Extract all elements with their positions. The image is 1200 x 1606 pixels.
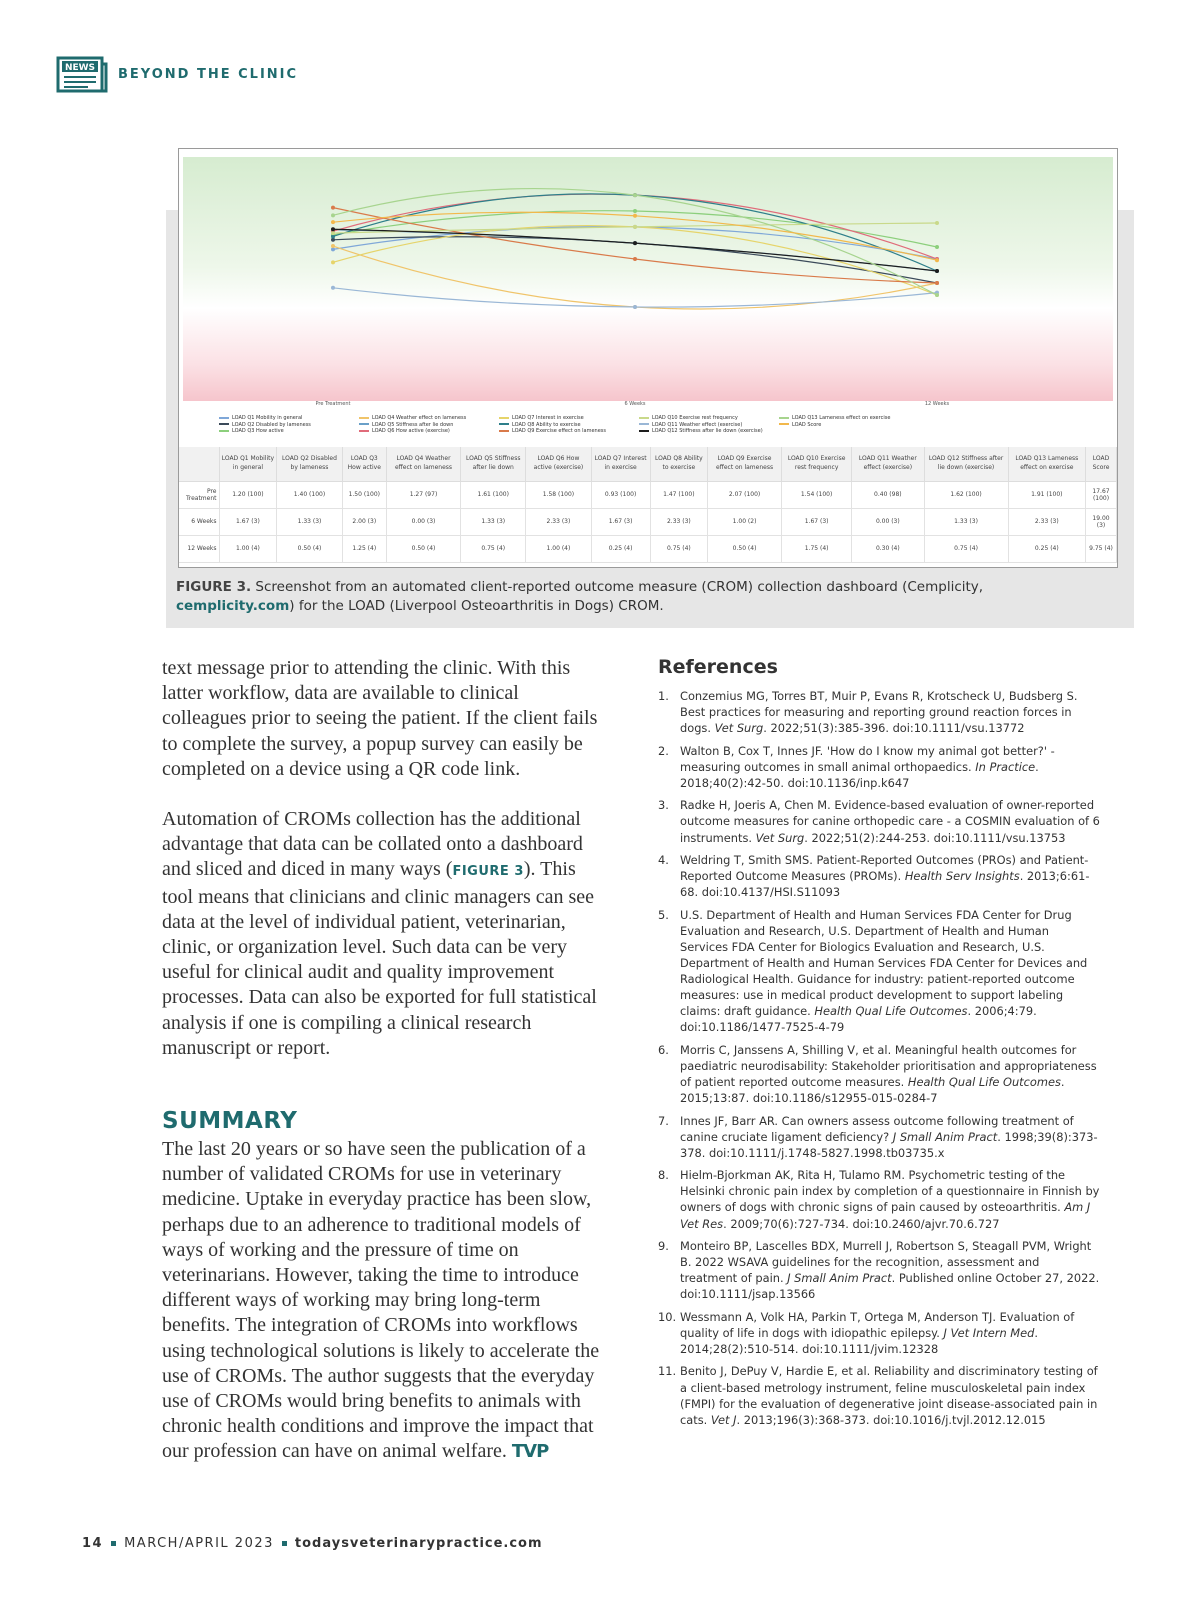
series-point[interactable]: [331, 220, 335, 224]
table-cell: 1.50 (100): [342, 481, 386, 508]
reference-citation: . 2022;51(3):385-396. doi:10.1111/vsu.13772: [763, 721, 1025, 736]
series-point[interactable]: [331, 244, 335, 248]
table-column-header: LOAD Q10 Exercise rest frequency: [782, 447, 852, 481]
section-masthead: [56, 54, 298, 94]
references-list: [658, 688, 1100, 1434]
caption-text-start: Screenshot from an automated client-reported outcome measure (CROM) collection dashboard (Cemplicity,: [251, 579, 984, 595]
caption-text-end: ) for the LOAD (Liverpool Osteoarthritis in Dogs) CROM.: [289, 598, 664, 614]
table-column-header: LOAD Q5 Stiffness after lie down: [461, 447, 526, 481]
table-cell: 19.00 (3): [1086, 508, 1117, 535]
table-column-header: LOAD Q13 Lameness effect on exercise: [1008, 447, 1085, 481]
table-cell: 1.75 (4): [782, 535, 852, 562]
legend-swatch-icon: [499, 423, 509, 425]
reference-text: Conzemius MG, Torres BT, Muir P, Evans R, Krotscheck U, Budsberg S. Best practices for measuring and reporting ground reaction forces in dogs.: [680, 689, 1078, 736]
table-column-header: LOAD Score: [1086, 447, 1117, 481]
table-cell: 1.33 (3): [924, 508, 1008, 535]
reference-item: [658, 1238, 1100, 1302]
reference-journal: Vet J: [710, 1412, 737, 1427]
reference-number: 11.: [658, 1364, 677, 1379]
table-cell: 1.61 (100): [461, 481, 526, 508]
reference-text: Radke H, Joeris A, Chen M. Evidence-based evaluation of owner-reported outcome measures for canine orthopedic care - a COSMIN evaluation of 6 instruments.: [680, 798, 1100, 845]
series-point[interactable]: [331, 213, 335, 217]
legend-label: LOAD Q4 Weather effect on lameness: [372, 415, 467, 421]
reference-citation: . 2022;51(2):244-253. doi:10.1111/vsu.13753: [804, 830, 1066, 845]
legend-swatch-icon: [639, 417, 649, 419]
reference-journal: Am J Vet Res: [680, 1200, 1091, 1231]
legend-item[interactable]: [219, 415, 302, 421]
table-column-header: LOAD Q7 Interest in exercise: [591, 447, 650, 481]
reference-number: 2.: [658, 743, 669, 758]
reference-journal: Vet Surg: [755, 830, 805, 845]
reference-number: 9.: [658, 1239, 669, 1254]
legend-label: LOAD Q2 Disabled by lameness: [232, 421, 311, 428]
series-point[interactable]: [935, 245, 939, 249]
series-point[interactable]: [331, 260, 335, 264]
legend-swatch-icon: [779, 417, 789, 419]
table-column-header: LOAD Q6 How active (exercise): [526, 447, 591, 481]
reference-text: Walton B, Cox T, Innes JF. 'How do I know my animal got better?' - measuring outcomes in small animal orthopaedics.: [680, 743, 1055, 774]
reference-citation: . 2014;28(2):510-514. doi:10.1111/jvim.12328: [680, 1325, 1038, 1356]
table-cell: 1.54 (100): [782, 481, 852, 508]
reference-text: Weldring T, Smith SMS. Patient-Reported Outcomes (PROs) and Patient-Reported Outcome Measures (PROMs).: [680, 853, 1089, 884]
reference-citation: . 2006;4:79. doi:10.1186/1477-7525-4-79: [680, 1004, 1037, 1035]
table-cell: 17.67 (100): [1086, 481, 1117, 508]
reference-item: [658, 688, 1100, 736]
table-cell: 2.00 (3): [342, 508, 386, 535]
legend-swatch-icon: [359, 430, 369, 432]
body-paragraph-2: [162, 807, 602, 1061]
reference-item: [658, 852, 1100, 900]
legend-swatch-icon: [219, 423, 229, 425]
legend-swatch-icon: [499, 417, 509, 419]
reference-item: [658, 1113, 1100, 1161]
reference-journal: J Small Anim Pract: [892, 1129, 998, 1144]
legend-label: LOAD Q10 Exercise rest frequency: [652, 415, 738, 421]
legend-item[interactable]: [359, 428, 450, 434]
table-cell: 1.25 (4): [342, 535, 386, 562]
series-point[interactable]: [331, 227, 335, 231]
tvp-end-mark: TVP: [511, 1441, 549, 1463]
table-column-header: LOAD Q4 Weather effect on lameness: [386, 447, 460, 481]
table-cell: 1.00 (2): [708, 508, 782, 535]
series-point[interactable]: [633, 241, 637, 245]
reference-text: Innes JF, Barr AR. Can owners assess outcome following treatment of canine cruciate ligament deficiency?: [680, 1113, 1074, 1144]
table-column-header: LOAD Q11 Weather effect (exercise): [852, 447, 924, 481]
legend-swatch-icon: [219, 430, 229, 432]
reference-number: 5.: [658, 907, 669, 922]
reference-citation: . 2013;196(3):368-373. doi:10.1016/j.tvjl.2012.12.015: [736, 1412, 1046, 1427]
table-column-header: LOAD Q8 Ability to exercise: [650, 447, 707, 481]
table-column-header: [179, 447, 219, 481]
table-cell: 1.67 (3): [591, 508, 650, 535]
legend-label: LOAD Q1 Mobility in general: [232, 415, 303, 421]
reference-journal: J Vet Intern Med: [943, 1325, 1035, 1340]
reference-item: [658, 1167, 1100, 1231]
table-cell: 0.40 (98): [852, 481, 924, 508]
reference-text: Morris C, Janssens A, Shilling V, et al. Meaningful health outcomes for paediatric neurodisability: Stakeholder prioritisation and appropriateness of patient reported outcome measures.: [680, 1042, 1097, 1090]
reference-citation: . 2013;6:61-68. doi:10.4137/HSI.S11093: [680, 869, 1090, 900]
legend-label: LOAD Q12 Stiffness after lie down (exercise): [652, 428, 763, 434]
legend-swatch-icon: [359, 417, 369, 419]
legend-item[interactable]: [499, 415, 584, 421]
table-row-header: Pre Treatment: [179, 481, 219, 508]
reference-number: 10.: [658, 1309, 677, 1324]
footer-separator-icon: [282, 1541, 287, 1546]
legend-item[interactable]: [639, 422, 742, 428]
table-cell: 0.75 (4): [924, 535, 1008, 562]
series-point[interactable]: [935, 281, 939, 285]
reference-number: 7.: [658, 1113, 669, 1128]
reference-journal: J Small Anim Pract: [787, 1271, 892, 1286]
legend-swatch-icon: [359, 423, 369, 425]
website-link[interactable]: todaysveterinarypractice.com: [294, 1536, 543, 1551]
x-tick-label: Pre Treatment: [315, 401, 351, 407]
series-point[interactable]: [633, 305, 637, 309]
series-point[interactable]: [935, 293, 939, 297]
series-point[interactable]: [633, 225, 637, 229]
table-row: [179, 481, 1117, 508]
reference-citation: . 1998;39(8):373-378. doi:10.1111/j.1748-5827.1998.tb03735.x: [680, 1129, 1098, 1160]
reference-number: 1.: [658, 689, 669, 703]
reference-citation: . 2015;13:87. doi:10.1186/s12955-015-0284-7: [680, 1075, 1065, 1106]
legend-label: LOAD Score: [792, 421, 822, 428]
legend-label: LOAD Q5 Stiffness after lie down: [372, 421, 454, 428]
legend-swatch-icon: [639, 423, 649, 425]
legend-item[interactable]: [219, 422, 311, 428]
table-cell: 0.30 (4): [852, 535, 924, 562]
page-number: 14: [82, 1536, 104, 1551]
series-point[interactable]: [935, 258, 939, 262]
reference-text: Monteiro BP, Lascelles BDX, Murrell J, Robertson S, Steagall PVM, Wright B. 2022 WSAVA guidelines for the recognition, assessment and treatment of pain.: [680, 1239, 1092, 1286]
news-icon: [56, 54, 108, 94]
legend-label: LOAD Q7 Interest in exercise: [512, 415, 584, 421]
chart-background-band: [183, 157, 1113, 401]
table-cell: 2.07 (100): [708, 481, 782, 508]
load-line-chart: [183, 157, 1113, 407]
table-cell: 0.50 (4): [277, 535, 342, 562]
series-point[interactable]: [633, 193, 637, 197]
reference-citation: . 2018;40(2):42-50. doi:10.1136/inp.k647: [680, 759, 1039, 790]
table-cell: 1.91 (100): [1008, 481, 1085, 508]
legend-item[interactable]: [779, 415, 890, 421]
figure-label: FIGURE 3.: [176, 579, 252, 595]
figure-3-reference-link[interactable]: FIGURE 3: [452, 864, 524, 880]
legend-label: LOAD Q11 Weather effect (exercise): [652, 421, 743, 428]
table-cell: 0.75 (4): [461, 535, 526, 562]
x-tick-label: 6 Weeks: [624, 401, 646, 407]
cemplicity-link[interactable]: cemplicity.com: [176, 598, 290, 614]
table-column-header: LOAD Q12 Stiffness after lie down (exercise): [924, 447, 1008, 481]
legend-item[interactable]: [499, 428, 606, 434]
legend-item[interactable]: [359, 415, 466, 421]
figure-caption: [176, 578, 1096, 616]
series-point[interactable]: [331, 286, 335, 290]
table-cell: 1.67 (3): [219, 508, 277, 535]
table-column-header: LOAD Q9 Exercise effect on lameness: [708, 447, 782, 481]
load-scores-table: [179, 447, 1117, 563]
legend-swatch-icon: [639, 430, 649, 432]
reference-journal: Health Serv Insights: [904, 869, 1020, 884]
table-cell: 2.33 (3): [650, 508, 707, 535]
reference-number: 4.: [658, 853, 669, 868]
series-point[interactable]: [331, 231, 335, 235]
table-cell: 1.00 (4): [219, 535, 277, 562]
table-cell: 1.27 (97): [386, 481, 460, 508]
page-footer: [82, 1536, 543, 1551]
series-point[interactable]: [633, 257, 637, 261]
table-cell: 1.33 (3): [461, 508, 526, 535]
table-cell: 0.93 (100): [591, 481, 650, 508]
table-row-header: 6 Weeks: [179, 508, 219, 535]
table-cell: 1.62 (100): [924, 481, 1008, 508]
table-column-header: LOAD Q3 How active: [342, 447, 386, 481]
table-cell: 2.33 (3): [1008, 508, 1085, 535]
reference-text: Wessmann A, Volk HA, Parkin T, Ortega M, Anderson TJ. Evaluation of quality of life in dogs with idiopathic epilepsy.: [680, 1309, 1075, 1340]
paragraph-2-end: ). This tool means that clinicians and clinic managers can see data at the level of individual patient, veterinarian, clinic, or organization level. Such data can be very useful for clinical audit and quality improvement processes. Data can also be exported for full statistical analysis if one is compiling a clinical research manuscript or report.: [162, 858, 597, 1059]
table-cell: 1.20 (100): [219, 481, 277, 508]
reference-journal: Vet Surg: [714, 721, 764, 736]
table-cell: 0.00 (3): [852, 508, 924, 535]
summary-text: The last 20 years or so have seen the publication of a number of validated CROMs for use in veterinary medicine. Uptake in everyday practice has been slow, perhaps due to an adherence to traditional models of ways of working and the pressure of time on veterinarians. However, taking the time to introduce different ways of working may bring long-term benefits. The integration of CROMs into workflows using technological solutions is likely to accelerate the use of CROMs. The author suggests that the everyday use of CROMs would bring benefits to animals with chronic health conditions and improve the impact that our profession can have on animal welfare.: [162, 1138, 600, 1463]
table-row-header: 12 Weeks: [179, 535, 219, 562]
table-cell: 0.50 (4): [708, 535, 782, 562]
series-point[interactable]: [633, 209, 637, 213]
reference-journal: Health Qual Life Outcomes: [907, 1075, 1061, 1090]
paragraph-2-start: Automation of CROMs collection has the additional advantage that data can be collated onto a dashboard and sliced and diced in many ways (: [162, 808, 583, 881]
legend-item[interactable]: [359, 422, 453, 428]
reference-item: [658, 1309, 1100, 1357]
footer-separator-icon: [111, 1541, 116, 1546]
table-cell: 0.00 (3): [386, 508, 460, 535]
reference-number: 3.: [658, 798, 669, 813]
crom-dashboard-screenshot: [178, 148, 1118, 568]
legend-swatch-icon: [499, 430, 509, 432]
series-point[interactable]: [331, 206, 335, 210]
table-cell: 0.50 (4): [386, 535, 460, 562]
table-cell: 1.40 (100): [277, 481, 342, 508]
news-badge-text: NEWS: [64, 63, 96, 73]
reference-text: Benito J, DePuy V, Hardie E, et al. Reliability and discriminatory testing of a client-based metrology instrument, feline musculoskeletal pain index (FMPI) for the evaluation of degenerative joint disease-associated pain in cats.: [680, 1364, 1098, 1427]
legend-label: LOAD Q8 Ability to exercise: [512, 421, 581, 428]
reference-text: Hielm-Bjorkman AK, Rita H, Tulamo RM. Psychometric testing of the Helsinki chronic pain index by completion of a questionnaire in Finnish by owners of dogs with chronic signs of pain caused by osteoarthritis.: [680, 1168, 1100, 1215]
table-column-header: LOAD Q1 Mobility in general: [219, 447, 277, 481]
reference-text: U.S. Department of Health and Human Services FDA Center for Drug Evaluation and Research, U.S. Department of Health and Human Services FDA Center for Biologics Evaluation and Research, U.S. Department of Health and Human Services FDA Center for Devices and Radiological Health. Guidance for industry: patient-reported outcome measures: use in medical product development to support labeling claims: draft guidance.: [680, 907, 1088, 1019]
legend-label: LOAD Q6 How active (exercise): [372, 428, 450, 434]
legend-label: LOAD Q9 Exercise effect on lameness: [512, 428, 606, 434]
reference-number: 8.: [658, 1168, 669, 1183]
legend-item[interactable]: [639, 415, 738, 421]
legend-item[interactable]: [499, 422, 581, 428]
reference-item: [658, 907, 1100, 1036]
series-point[interactable]: [935, 221, 939, 225]
table-cell: 0.25 (4): [1008, 535, 1085, 562]
reference-journal: Health Qual Life Outcomes: [814, 1004, 968, 1019]
table-column-header: LOAD Q2 Disabled by lameness: [277, 447, 342, 481]
issue-date: MARCH/APRIL 2023: [124, 1536, 274, 1551]
series-point[interactable]: [935, 269, 939, 273]
table-cell: 0.75 (4): [650, 535, 707, 562]
table-cell: 1.00 (4): [526, 535, 591, 562]
legend-label: LOAD Q3 How active: [232, 428, 284, 434]
legend-label: LOAD Q13 Lameness effect on exercise: [792, 415, 891, 421]
reference-item: [658, 1042, 1100, 1106]
legend-swatch-icon: [779, 423, 789, 425]
legend-item[interactable]: [779, 422, 821, 428]
x-tick-label: 12 Weeks: [924, 401, 950, 407]
table-cell: 1.47 (100): [650, 481, 707, 508]
reference-citation: . Published online October 27, 2022. doi:10.1111/jsap.13566: [680, 1271, 1100, 1302]
legend-swatch-icon: [219, 417, 229, 419]
legend-item[interactable]: [219, 428, 284, 434]
reference-item: [658, 797, 1100, 845]
section-title: BEYOND THE CLINIC: [118, 66, 299, 82]
reference-journal: In Practice: [975, 759, 1036, 774]
table-cell: 1.58 (100): [526, 481, 591, 508]
summary-heading: SUMMARY: [162, 1108, 298, 1134]
table-cell: 1.67 (3): [782, 508, 852, 535]
reference-item: [658, 1363, 1100, 1427]
table-cell: 9.75 (4): [1086, 535, 1117, 562]
references-heading: References: [658, 656, 778, 678]
table-cell: 0.25 (4): [591, 535, 650, 562]
reference-item: [658, 743, 1100, 791]
summary-paragraph: [162, 1137, 602, 1465]
reference-number: 6.: [658, 1042, 669, 1057]
series-point[interactable]: [633, 214, 637, 218]
reference-citation: . 2009;70(6):727-734. doi:10.2460/ajvr.70.6.727: [723, 1216, 1000, 1231]
table-cell: 2.33 (3): [526, 508, 591, 535]
body-paragraph-1: text message prior to attending the clinic. With this latter workflow, data are available to clinical colleagues prior to seeing the patient. If the client fails to complete the survey, a popup survey can easily be completed on a device using a QR code link.: [162, 657, 598, 780]
table-row: [179, 535, 1117, 562]
table-cell: 1.33 (3): [277, 508, 342, 535]
table-row: [179, 508, 1117, 535]
legend-item[interactable]: [639, 428, 763, 434]
